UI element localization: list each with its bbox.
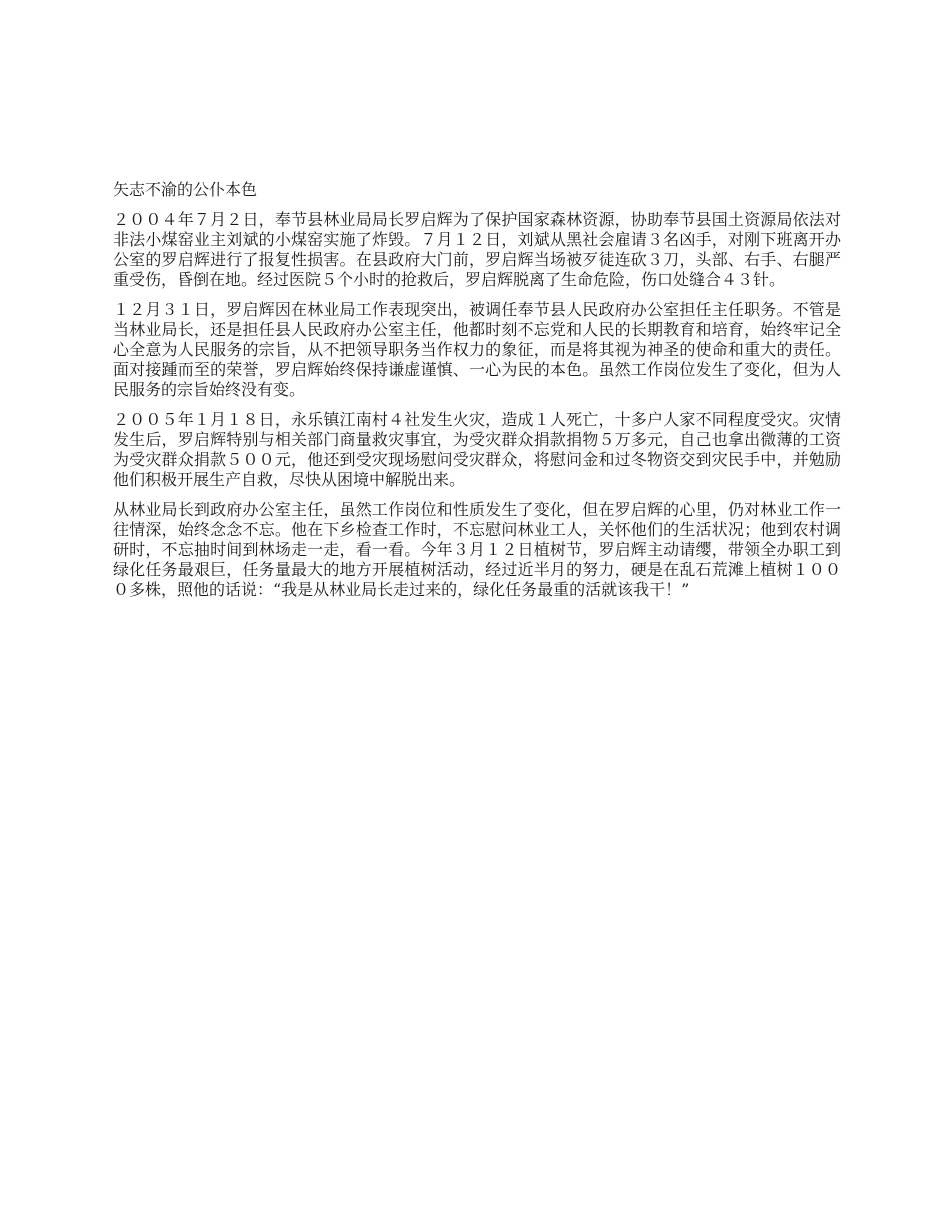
document-page — [113, 180, 841, 610]
paragraph-1: ２００４年７月２日，奉节县林业局局长罗启辉为了保护国家森林资源，协助奉节县国土资源局依法对非法小煤窑业主刘斌的小煤窑实施了炸毁。７月１２日，刘斌从黑社会雇请３名凶手，对刚下班离开办公室的罗启辉进行了报复性损害。在县政府大门前，罗启辉当场被歹徒连砍３刀，头部、右手、右腿严重受伤，昏倒在地。经过医院５个小时的抢救后，罗启辉脱离了生命危险，伤口处缝合４３针。 — [113, 210, 841, 289]
paragraph-3: ２００５年１月１８日，永乐镇江南村４社发生火灾，造成１人死亡，十多户人家不同程度受灾。灾情发生后，罗启辉特别与相关部门商量救灾事宜，为受灾群众捐款捐物５万多元，自己也拿出微薄的工资为受灾群众捐款５００元，他还到受灾现场慰问受灾群众，将慰问金和过冬物资交到灾民手中，并勉励他们积极开展生产自救，尽快从困境中解脱出来。 — [113, 410, 841, 489]
paragraph-4: 从林业局长到政府办公室主任，虽然工作岗位和性质发生了变化，但在罗启辉的心里，仍对林业工作一往情深，始终念念不忘。他在下乡检查工作时，不忘慰问林业工人，关怀他们的生活状况；他到农村调研时，不忘抽时间到林场走一走，看一看。今年３月１２日植树节，罗启辉主动请缨，带领全办职工到绿化任务最艰巨，任务量最大的地方开展植树活动，经过近半月的努力，硬是在乱石荒滩上植树１０００多株，照他的话说：“我是从林业局长走过来的，绿化任务最重的活就该我干！” — [113, 500, 841, 599]
document-title: 矢志不渝的公仆本色 — [113, 180, 258, 199]
paragraph-2: １２月３１日，罗启辉因在林业局工作表现突出，被调任奉节县人民政府办公室担任主任职务。不管是当林业局长，还是担任县人民政府办公室主任，他都时刻不忘党和人民的长期教育和培育，始终牢记全心全意为人民服务的宗旨，从不把领导职务当作权力的象征，而是将其视为神圣的使命和重大的责任。面对接踵而至的荣誉，罗启辉始终保持谦虚谨慎、一心为民的本色。虽然工作岗位发生了变化，但为人民服务的宗旨始终没有变。 — [113, 300, 841, 399]
